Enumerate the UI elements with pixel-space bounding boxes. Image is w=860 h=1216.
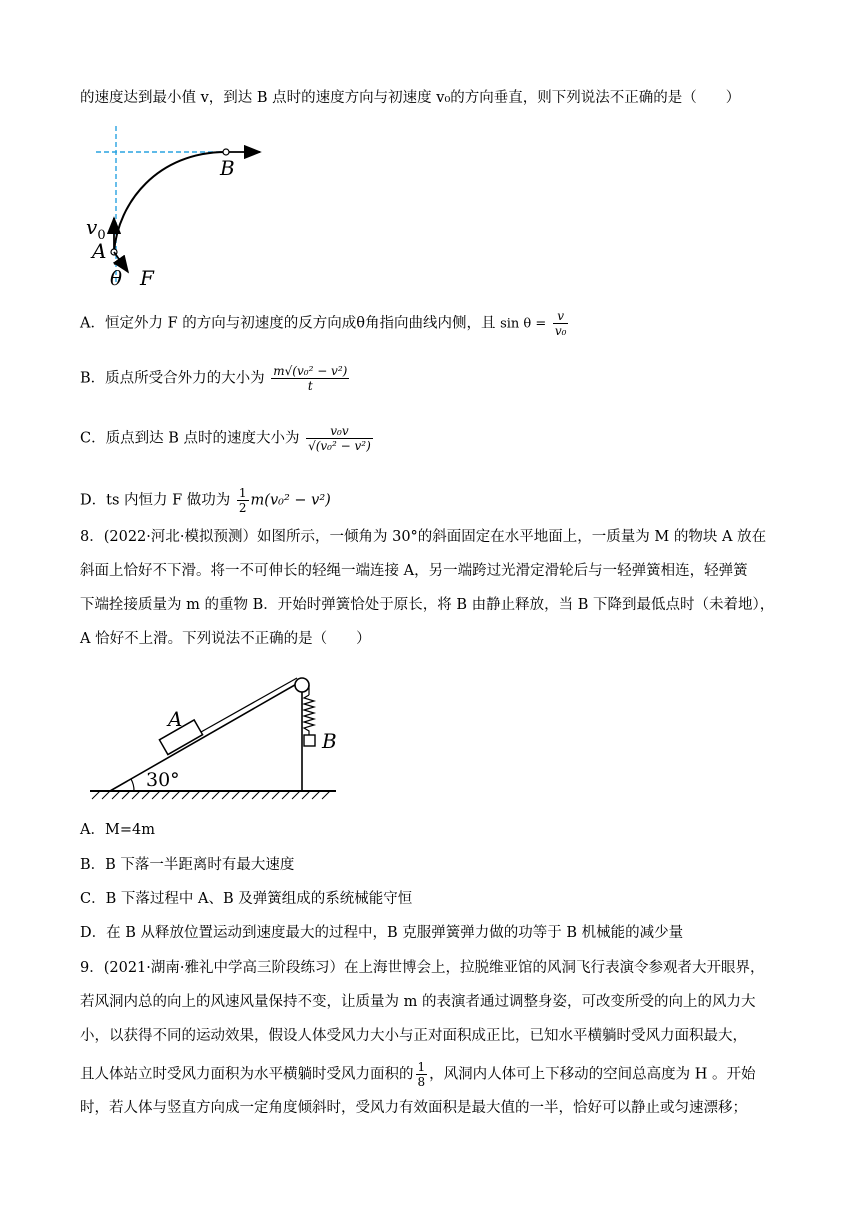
q9-stem-line-4: 且人体站立时受风力面积为水平横躺时受风力面积的 $\frac{1}{8}$ ，风洞内人体可上下移动的空间总高度为 H 。开始 — [80, 1060, 756, 1089]
q7-option-b: B．质点所受合外力的大小为 $\frac{\text{m√(v₀² − v²)}}{t}$ — [80, 364, 348, 393]
q7-point-b — [223, 149, 229, 155]
q8-figure — [86, 665, 366, 800]
q8-stem-line-4: A 恰好不上滑。下列说法不正确的是（ ） — [80, 631, 371, 647]
q7-trajectory-curve — [114, 152, 226, 252]
q8-label-a: A — [168, 707, 183, 731]
q7-figure — [78, 122, 278, 292]
q8-angle-arc — [131, 779, 134, 791]
q8-pulley — [295, 678, 309, 692]
q8-block-b — [304, 735, 315, 746]
q8-incline — [110, 682, 300, 791]
q7-label-v0: v — [86, 215, 98, 239]
q7-stem-tail: 的速度达到最小值 v，到达 B 点时的速度方向与初速度 v₀的方向垂直，则下列说法不正确的是（ ） — [80, 90, 741, 106]
q7-label-a: A — [92, 239, 107, 263]
q8-stem-line-1: 8．(2022·河北·模拟预测）如图所示，一倾角为 30°的斜面固定在水平地面上，一质量为 M 的物块 A 放在 — [80, 529, 767, 545]
q8-rope-incline — [201, 678, 297, 732]
q7-label-f: F — [140, 266, 154, 290]
q7-label-theta: θ — [110, 266, 123, 290]
q8-stem-line-2: 斜面上恰好不下滑。将一不可伸长的轻绳一端连接 A，另一端跨过光滑定滑轮后与一轻弹簧相连，轻弹簧 — [80, 563, 748, 579]
q9-stem-line-5: 时，若人体与竖直方向成一定角度倾斜时，受风力有效面积是最大值的一半，恰好可以静止或匀速漂移； — [80, 1100, 747, 1116]
q9-stem-line-3: 小，以获得不同的运动效果，假设人体受风力大小与正对面积成正比，已知水平横躺时受风力面积最大， — [80, 1028, 747, 1044]
q8-option-c: C．B 下落过程中 A、B 及弹簧组成的系统械能守恒 — [80, 891, 413, 907]
q7-option-d: D．ts 内恒力 F 做功为 $\frac{1}{2}$ m(v₀² − v²) — [80, 486, 331, 515]
q8-option-b: B．B 下落一半距离时有最大速度 — [80, 857, 295, 873]
q7-option-a: A．恒定外力 F 的方向与初速度的反方向成θ角指向曲线内侧，且 sin θ = $\frac{v}{\text{v₀}}$ — [80, 309, 567, 338]
q7-label-v0-sub: 0 — [97, 228, 106, 243]
q9-stem-line-1: 9．(2021·湖南·雅礼中学高三阶段练习）在上海世博会上，拉脱维亚馆的风洞飞行表演令参观者大开眼界， — [80, 960, 765, 976]
q8-label-angle: 30° — [146, 769, 180, 791]
q7-label-b: B — [220, 156, 235, 180]
q8-label-b: B — [322, 729, 337, 753]
q8-spring — [304, 695, 314, 735]
q8-option-a: A．M=4m — [80, 822, 155, 838]
q8-option-d: D．在 B 从释放位置运动到速度最大的过程中，B 克服弹簧弹力做的功等于 B 机械能的减少量 — [80, 925, 684, 941]
q8-ground-hatching — [92, 791, 330, 799]
q7-theta-arc — [114, 263, 122, 264]
q7-option-c: C．质点到达 B 点时的速度大小为 $\frac{\text{v₀v}}{\text{√(v₀² − v²)}}$ — [80, 424, 371, 453]
q8-stem-line-3: 下端拴接质量为 m 的重物 B．开始时弹簧恰处于原长，将 B 由静止释放，当 B 下降到最低点时（未着地）， — [80, 597, 775, 613]
q9-stem-line-2: 若风洞内总的向上的风速风量保持不变，让质量为 m 的表演者通过调整身姿，可改变所受的向上的风力大 — [80, 994, 756, 1010]
